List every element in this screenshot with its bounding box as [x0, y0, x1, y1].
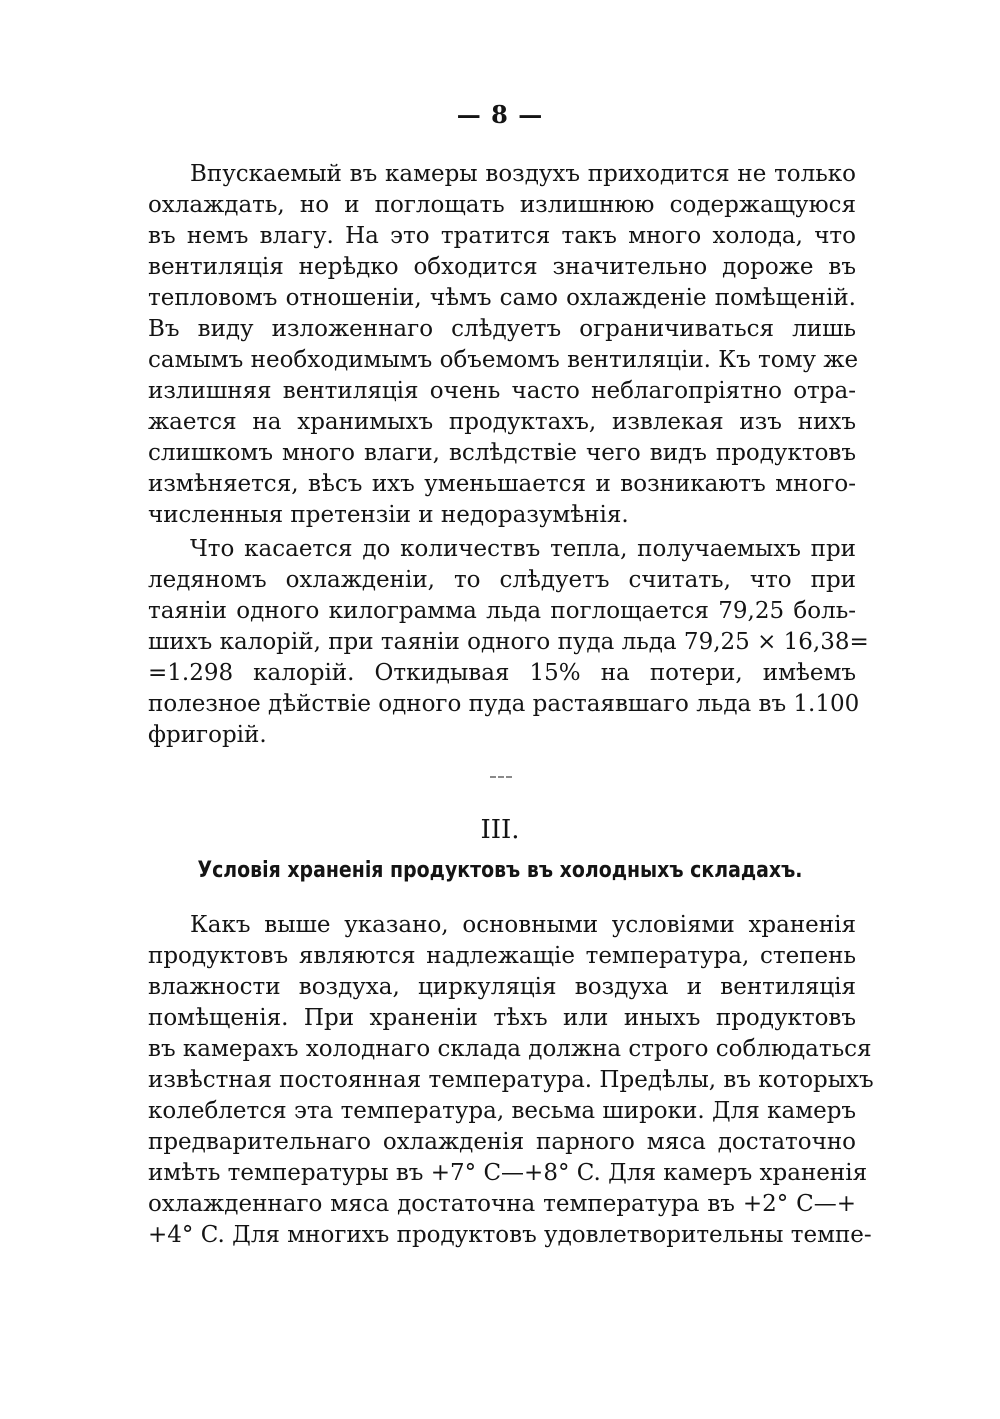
text-line: излишняя вентиляція очень часто неблагопріятно отра- — [148, 378, 856, 404]
text-line: имѣть температуры въ +7° C—+8° C. Для камеръ храненія — [148, 1160, 868, 1186]
text-line: Впускаемый въ камеры воздухъ приходится не только — [190, 161, 856, 187]
text-line: численныя претензіи и недоразумѣнія. — [148, 502, 629, 528]
section-number: III. — [480, 815, 520, 845]
text-line: въ камерахъ холоднаго склада должна строго соблюдаться — [148, 1036, 872, 1062]
text-line: шихъ калорій, при таяніи одного пуда льда 79,25 × 16,38= — [148, 629, 869, 655]
text-line: охлаждать, но и поглощать излишнюю содержащуюся — [148, 192, 856, 218]
text-line: извѣстная постоянная температура. Предѣлы, въ которыхъ — [148, 1067, 874, 1093]
text-line: =1.298 калорій. Откидывая 15% на потери, имѣемъ — [148, 660, 856, 686]
text-line: Въ виду изложеннаго слѣдуетъ ограничиваться лишь — [148, 316, 856, 342]
text-line: помѣщенія. При храненіи тѣхъ или иныхъ продуктовъ — [148, 1005, 856, 1031]
text-line: фригорій. — [148, 722, 267, 748]
text-line: слишкомъ много влаги, вслѣдствіе чего видъ продуктовъ — [148, 440, 856, 466]
text-line: самымъ необходимымъ объемомъ вентиляціи. Къ тому же — [148, 347, 859, 373]
text-line: измѣняется, вѣсъ ихъ уменьшается и возникаютъ много- — [148, 471, 856, 497]
text-line: +4° C. Для многихъ продуктовъ удовлетворительны темпе- — [148, 1222, 872, 1248]
text-line: продуктовъ являются надлежащіе температура, степень — [148, 943, 856, 969]
text-line: Какъ выше указано, основными условіями храненія — [190, 912, 856, 938]
page-number: — 8 — — [456, 100, 544, 129]
text-line: вентиляція нерѣдко обходится значительно дороже въ — [148, 254, 856, 280]
text-line: таяніи одного килограмма льда поглощается 79,25 боль- — [148, 598, 856, 624]
text-line: жается на хранимыхъ продуктахъ, извлекая изъ нихъ — [148, 409, 856, 435]
text-line: охлажденнаго мяса достаточна температура въ +2° C—+ — [148, 1191, 856, 1217]
text-line: влажности воздуха, циркуляція воздуха и вентиляція — [148, 974, 856, 1000]
text-line: колеблется эта температура, весьма широки. Для камеръ — [148, 1098, 857, 1124]
text-line: ледяномъ охлажденіи, то слѣдуетъ считать, что при — [148, 567, 856, 593]
text-line: тепловомъ отношеніи, чѣмъ само охлажденіе помѣщеній. — [148, 285, 856, 311]
section-divider — [490, 776, 512, 778]
section-title: Условія храненія продуктовъ въ холодныхъ складахъ. — [197, 858, 803, 883]
text-line: въ немъ влагу. На это тратится такъ много холода, что — [148, 223, 856, 249]
text-line: полезное дѣйствіе одного пуда растаявшаго льда въ 1.100 — [148, 691, 860, 717]
text-line: предварительнаго охлажденія парного мяса достаточно — [148, 1129, 856, 1155]
text-line: Что касается до количествъ тепла, получаемыхъ при — [190, 536, 856, 562]
